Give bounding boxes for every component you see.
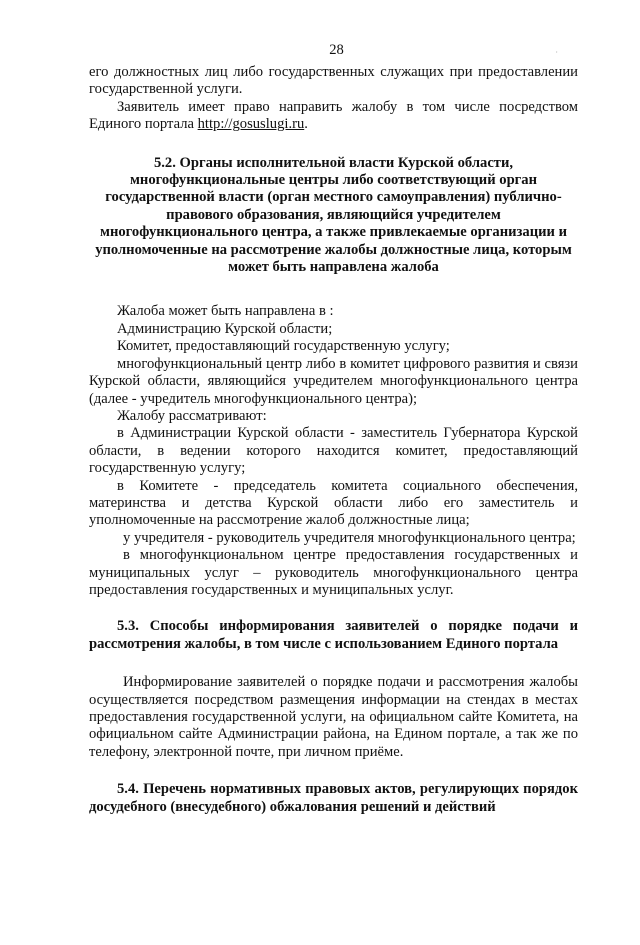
section-5-2-line-0: Жалоба может быть направлена в : <box>117 303 334 320</box>
section-5-2-reviewers-intro: Жалобу рассматривают: <box>117 407 267 424</box>
gosuslugi-link[interactable]: http://gosuslugi.ru <box>197 116 305 133</box>
page-number: 28 <box>329 42 344 58</box>
section-5-3-heading: 5.3. Способы информирования заявителей о порядке подачи и рассмотрения жалобы, в том числе с использованием Единого портала <box>89 618 578 652</box>
section-5-2-mfc-paragraph: многофункциональный центр либо в комитет цифрового развития и связи Курской области, являющийся учредителем многофункционального центра (далее - учредитель многофункционального центра); <box>89 355 578 407</box>
section-5-2-reviewer-3: в многофункциональном центре предоставления государственных и муниципальных услуг – руководитель многофункционального центра предоставления государственных и муниципальных услуг. <box>89 547 578 598</box>
intro-portal-text: Заявитель имеет право направить жалобу в том числе посредством Единого портала <box>89 98 578 133</box>
section-5-2-reviewer-0: в Администрации Курской области - заместитель Губернатора Курской области, в ведении которого находится комитет, предоставляющий государственную услугу; <box>89 425 578 477</box>
document-page <box>0 40 640 945</box>
intro-portal-paragraph <box>89 99 578 134</box>
intro-portal-end: . <box>304 116 308 133</box>
intro-continuation: его должностных лиц либо государственных служащих при предоставлении государственной услуги. <box>89 64 578 98</box>
section-5-2-line-1: Администрацию Курской области; <box>117 320 333 337</box>
section-5-2-line-2: Комитет, предоставляющий государственную услугу; <box>117 338 450 355</box>
section-5-2-heading: 5.2. Органы исполнительной власти Курской области, многофункциональные центры либо соответствующий орган государственной власти (орган местного самоуправления) публично-правового образования, являющийся учредителем многофункционального центра, а также привлекаемые организации и уполномоченные на рассмотрение жалобы должностные лица, которым может быть направлена жалоба <box>95 154 572 276</box>
section-5-3-paragraph: Информирование заявителей о порядке подачи и рассмотрения жалобы осуществляется посредством размещения информации на стендах в местах предоставления государственной услуги, на официальном сайте Комитета, на официальном сайте Администрации района, на Едином портале, а так же по телефону, электронной почте, при личном приёме. <box>89 674 578 760</box>
section-5-4-heading: 5.4. Перечень нормативных правовых актов, регулирующих порядок досудебного (внесудебного) обжалования решений и действий <box>89 781 578 815</box>
section-5-2-reviewer-2: у учредителя - руководитель учредителя многофункционального центра; <box>123 529 576 546</box>
corner-mark: · <box>555 48 558 57</box>
section-5-2-reviewer-1: в Комитете - председатель комитета социального обеспечения, материнства и детства Курской области либо его заместитель и уполномоченные на рассмотрение жалоб должностные лица; <box>89 477 578 529</box>
